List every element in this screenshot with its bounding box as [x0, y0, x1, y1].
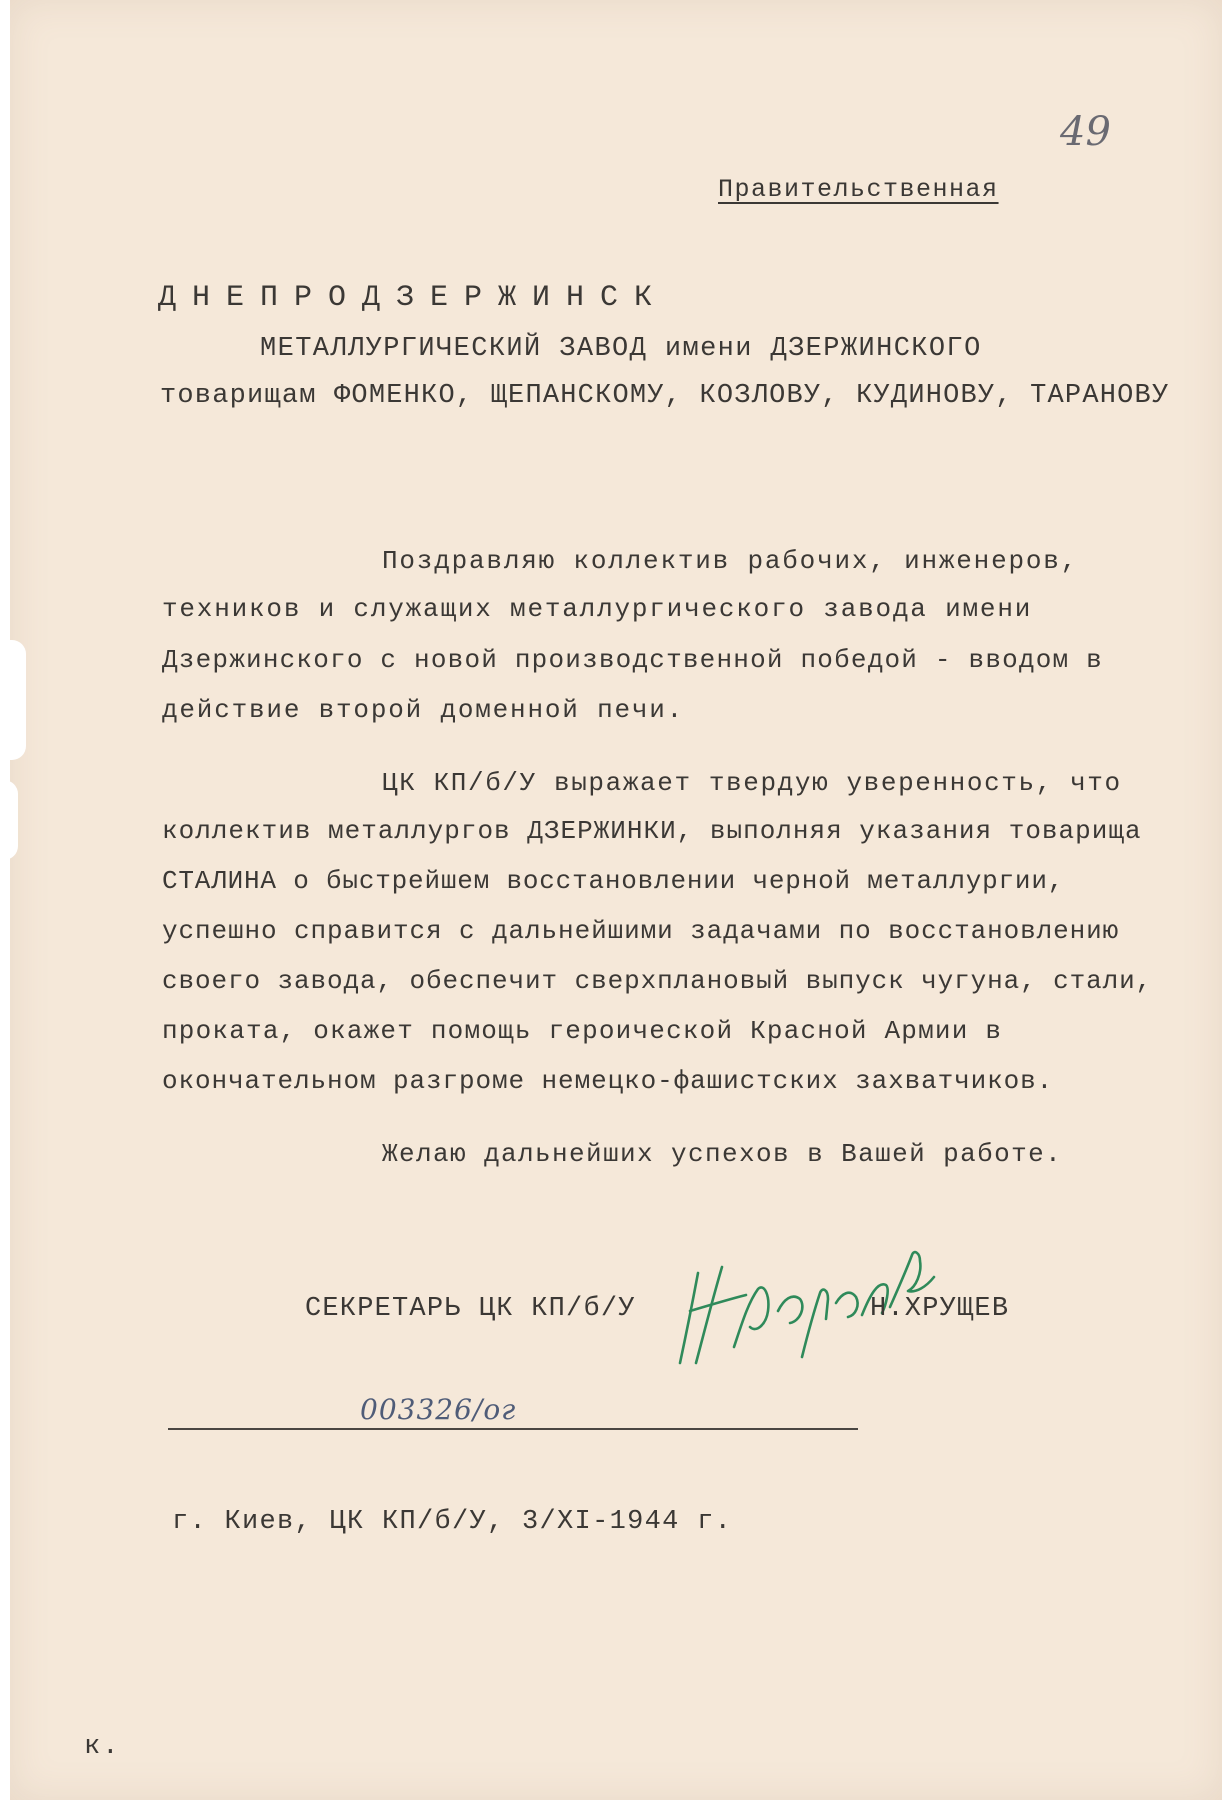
- classification-label: Правительственная: [718, 175, 999, 204]
- addressee-names: товарищам ФОМЕНКО, ЩЕПАНСКОМУ, КОЗЛОВУ, КУДИНОВУ, ТАРАНОВУ: [160, 381, 1170, 411]
- body-line: Дзержинского с новой производственной победой - вводом в: [162, 645, 1103, 675]
- page-number: 49: [1060, 109, 1111, 155]
- body-line: своего завода, обеспечит сверхплановый выпуск чугуна, стали,: [162, 966, 1153, 996]
- signatory-name: Н.ХРУЩЕВ: [870, 1294, 1010, 1324]
- body-line: техников и служащих металлургического завода имени: [162, 594, 1033, 624]
- signature-divider: [168, 1428, 858, 1430]
- body-line: проката, окажет помощь героической Красной Армии в: [162, 1016, 1003, 1046]
- signatory-title: СЕКРЕТАРЬ ЦК КП/б/У: [305, 1294, 636, 1324]
- addressee-organization: МЕТАЛЛУРГИЧЕСКИЙ ЗАВОД имени ДЗЕРЖИНСКОГО: [260, 334, 982, 364]
- body-line: коллектив металлургов ДЗЕРЖИНКИ, выполняя указания товарища: [162, 816, 1142, 846]
- body-line: успешно справится с дальнейшими задачами по восстановлению: [162, 916, 1120, 946]
- registration-number: 003326/ог: [360, 1393, 517, 1426]
- body-line: окончательном разгроме немецко-фашистских захватчиков.: [162, 1066, 1054, 1096]
- body-line: действие второй доменной печи.: [162, 695, 685, 725]
- place-and-date: г. Киев, ЦК КП/б/У, 3/XI-1944 г.: [172, 1507, 733, 1537]
- body-line: Поздравляю коллектив рабочих, инженеров,: [382, 546, 1079, 576]
- body-line: ЦК КП/б/У выражает твердую уверенность, что: [382, 768, 1122, 798]
- typist-mark: к.: [84, 1732, 121, 1762]
- document-page: [10, 0, 1222, 1800]
- closing-wish: Желаю дальнейших успехов в Вашей работе.: [382, 1139, 1063, 1169]
- city-heading: ДНЕПРОДЗЕРЖИНСК: [158, 281, 669, 315]
- torn-edge: [0, 780, 18, 860]
- page-edge: [0, 0, 10, 1800]
- torn-edge: [0, 640, 26, 760]
- body-line: СТАЛИНА о быстрейшем восстановлении черной металлургии,: [162, 866, 1065, 896]
